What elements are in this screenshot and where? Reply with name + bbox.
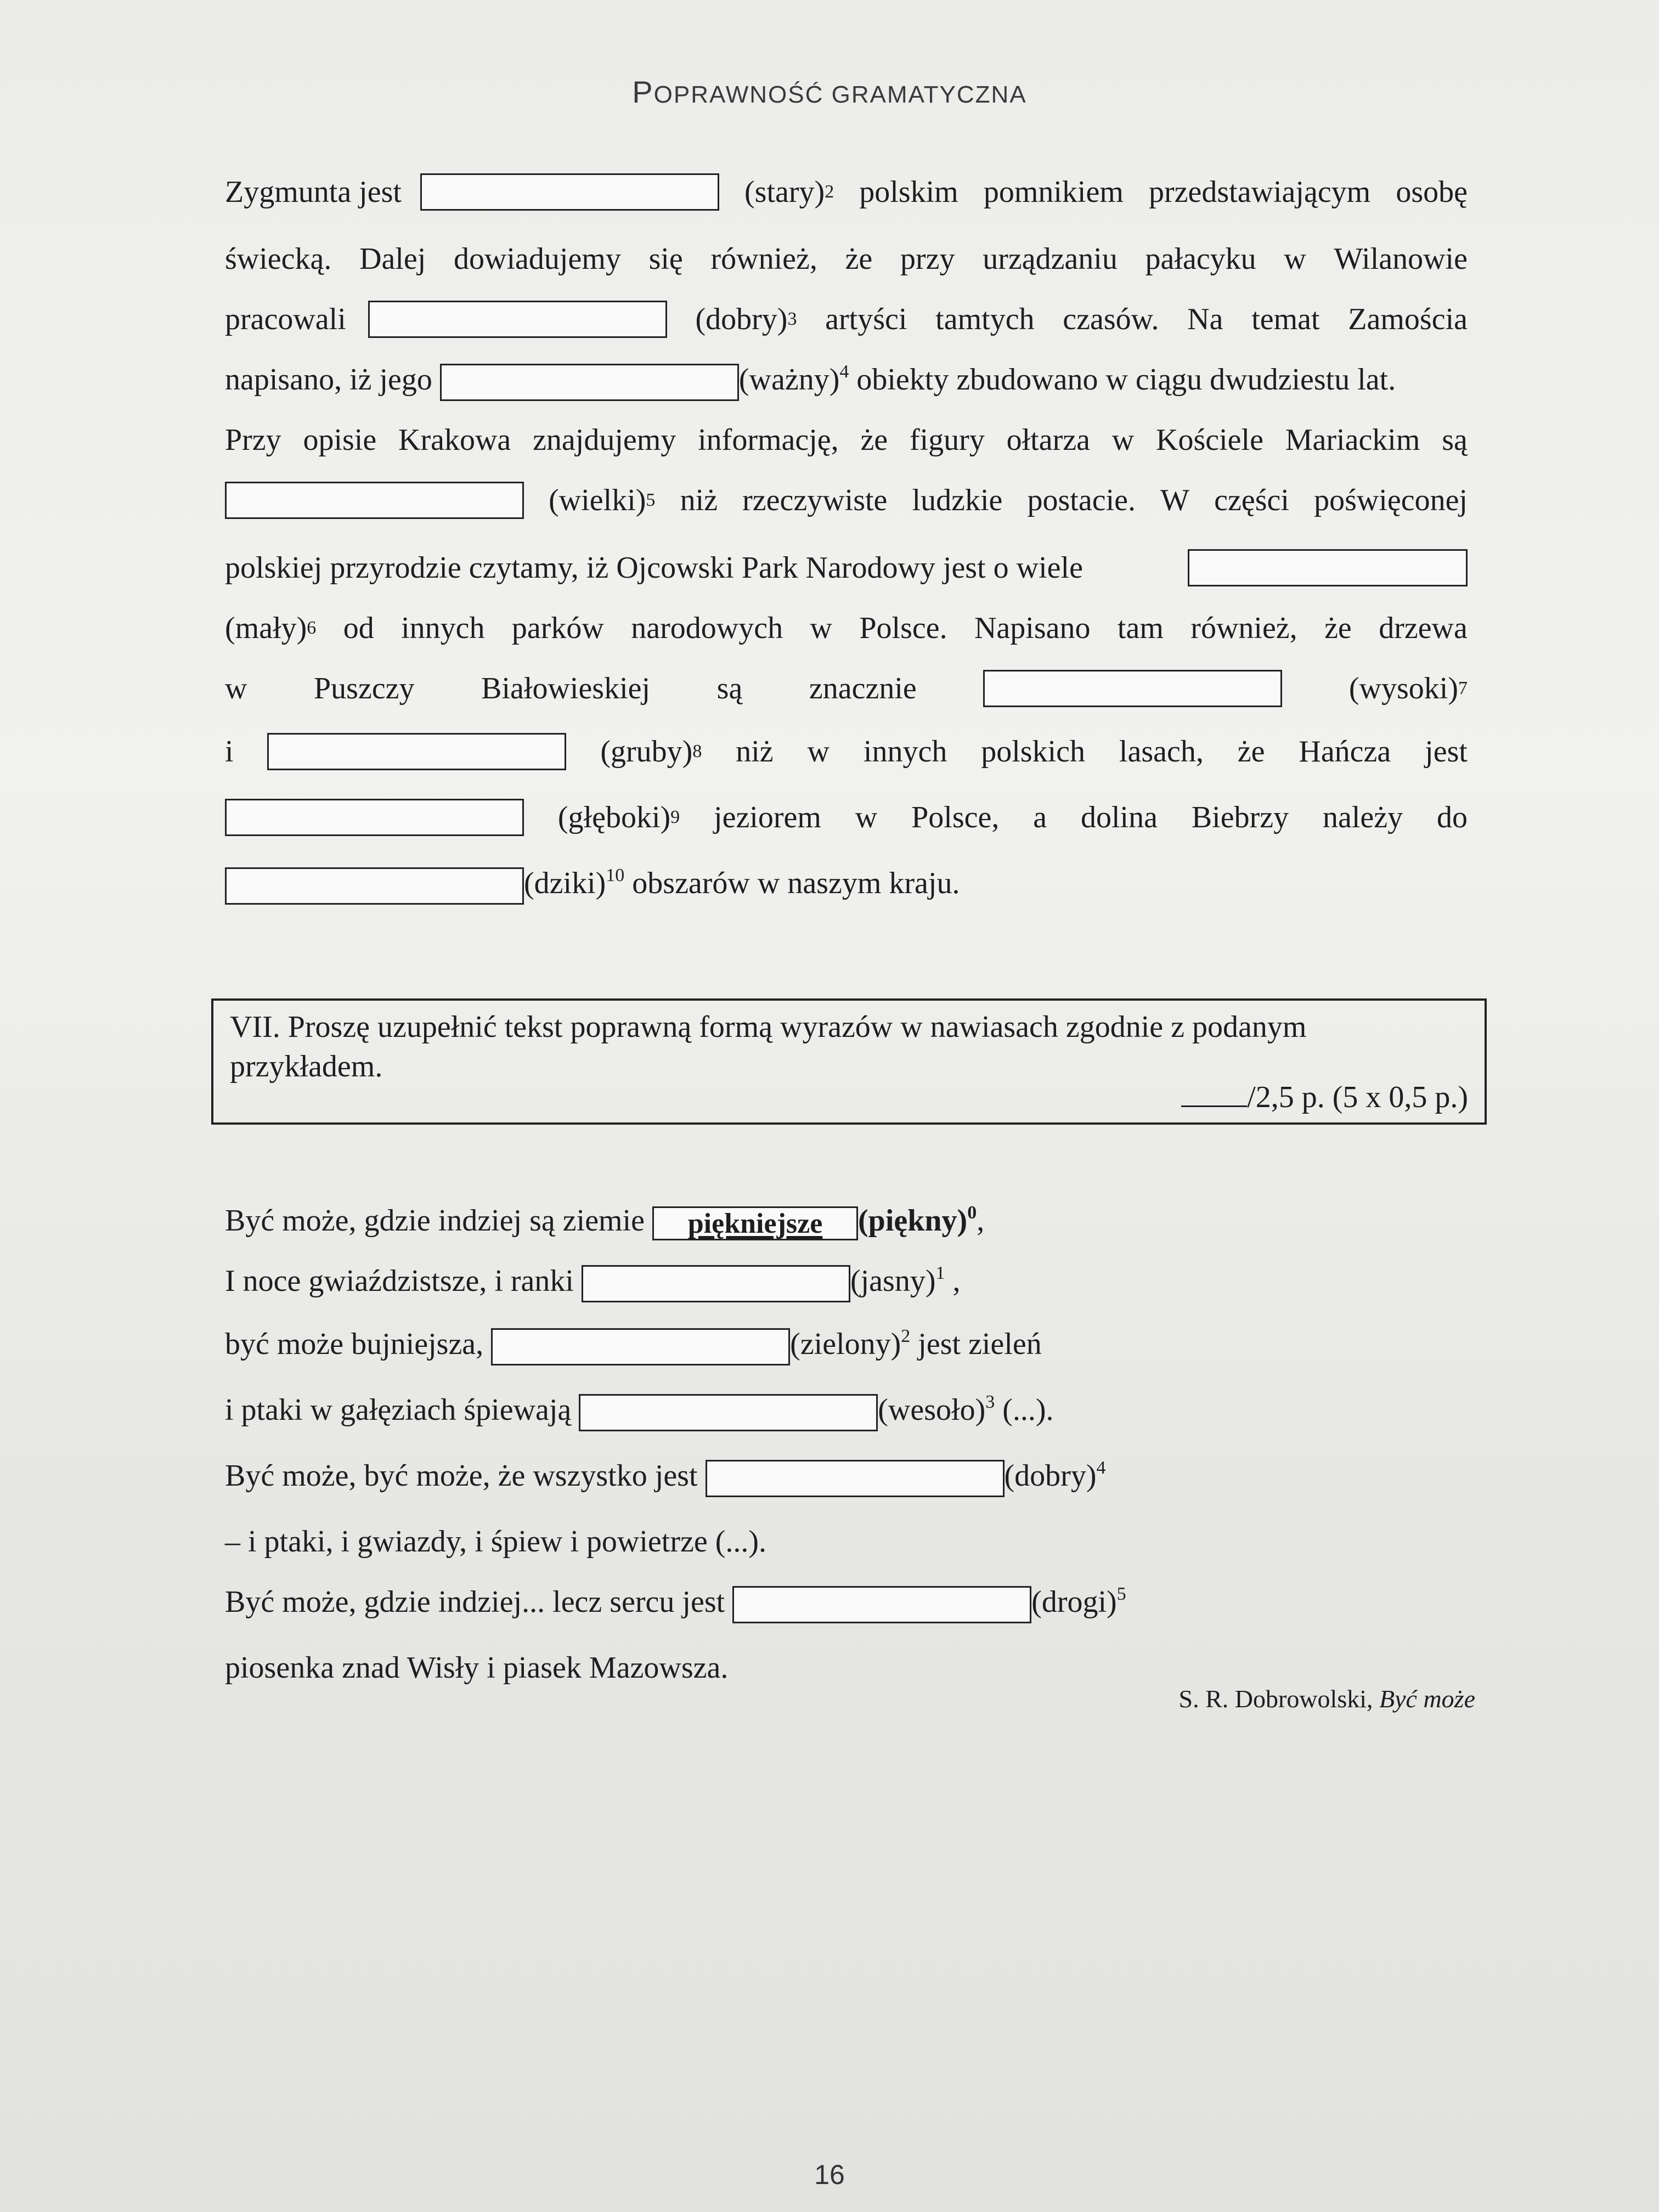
answer-box-4[interactable]: [225, 482, 524, 519]
poem-answer-box-3[interactable]: [579, 1394, 878, 1431]
answer-box-3[interactable]: [440, 364, 739, 401]
text-line-5: Przy opisie Krakowa znajdujemy informację, że figury ołtarza w Kościele Mariackim są: [225, 423, 1468, 457]
answer-box-6[interactable]: [983, 670, 1282, 707]
page-number: 16: [814, 2159, 845, 2190]
poem-answer-box-4[interactable]: [706, 1460, 1005, 1497]
text-line-2: świecką. Dalej dowiadujemy się również, że przy urządzaniu pałacyku w Wilanowie: [225, 242, 1468, 276]
poem-line-8: piosenka znad Wisły i piasek Mazowsza.: [225, 1651, 729, 1685]
poem-line-6: – i ptaki, i gwiazdy, i śpiew i powietrze (...).: [225, 1525, 766, 1559]
poem-answer-box-1[interactable]: [582, 1265, 850, 1302]
answer-box-1[interactable]: [420, 173, 719, 211]
text-line-6: (wielki) 5 niż rzeczywiste ludzkie postacie. W części poświęconej: [225, 478, 1468, 522]
answer-box-7[interactable]: [267, 733, 566, 770]
text-line-9: w Puszczy Białowieskiej są znacznie (wysoki) 7: [225, 667, 1468, 710]
task-instruction-line2: przykładem.: [230, 1049, 383, 1084]
text-line-1: Zygmunta jest (stary) 2 polskim pomnikiem przedstawiającym osobę: [225, 170, 1468, 214]
poem-attribution: S. R. Dobrowolski, Być może: [1178, 1685, 1475, 1713]
answer-box-8[interactable]: [225, 799, 524, 836]
task-points: /2,5 p. (5 x 0,5 p.): [1181, 1077, 1468, 1117]
poem-line-7: Być może, gdzie indziej... lecz sercu jest (drogi)$^5$: [225, 1580, 1126, 1624]
task-instruction-line1: VII. Proszę uzupełnić tekst poprawną formą wyrazów w nawiasach zgodnie z podanym: [230, 1010, 1307, 1044]
text-line-4: napisano, iż jego (ważny)$^4$ obiekty zbudowano w ciągu dwudziestu lat.: [225, 358, 1396, 402]
poem-line-1: Być może, gdzie indziej są ziemie piękniejsze (piękny)$^0$,: [225, 1203, 985, 1240]
text-line-12: (dziki)$^{10}$ obszarów w naszym kraju.: [225, 861, 960, 905]
poem-line-4: i ptaki w gałęziach śpiewają (wesoło)$^3$ (...).: [225, 1388, 1054, 1432]
answer-box-2[interactable]: [368, 301, 667, 338]
text-line-7: polskiej przyrodzie czytamy, iż Ojcowski Park Narodowy jest o wiele: [225, 546, 1468, 590]
task-instruction-box: [211, 998, 1487, 1125]
text-line-8: (mały) 6 od innych parków narodowych w Polsce. Napisano tam również, że drzewa: [225, 611, 1468, 645]
text-line-3: pracowali (dobry) 3 artyści tamtych czasów. Na temat Zamościa: [225, 297, 1468, 341]
poem-line-2: I noce gwiaździstsze, i ranki (jasny)$^1$ ,: [225, 1259, 960, 1303]
answer-box-5[interactable]: [1188, 549, 1468, 586]
score-blank[interactable]: [1181, 1084, 1247, 1107]
poem-answer-box-5[interactable]: [732, 1586, 1031, 1623]
example-answer-box: piękniejsze: [652, 1206, 858, 1240]
answer-box-9[interactable]: [225, 867, 524, 905]
page-header: POPRAWNOŚĆ GRAMATYCZNA: [632, 75, 1027, 109]
poem-answer-box-2[interactable]: [491, 1328, 790, 1365]
text-line-11: (głęboki) 9 jeziorem w Polsce, a dolina Biebrzy należy do: [225, 795, 1468, 839]
poem-line-5: Być może, być może, że wszystko jest (dobry)$^4$: [225, 1454, 1105, 1498]
text-line-10: i (gruby) 8 niż w innych polskich lasach, że Hańcza jest: [225, 730, 1468, 774]
poem-line-3: być może bujniejsza, (zielony)$^2$ jest zieleń: [225, 1322, 1042, 1366]
